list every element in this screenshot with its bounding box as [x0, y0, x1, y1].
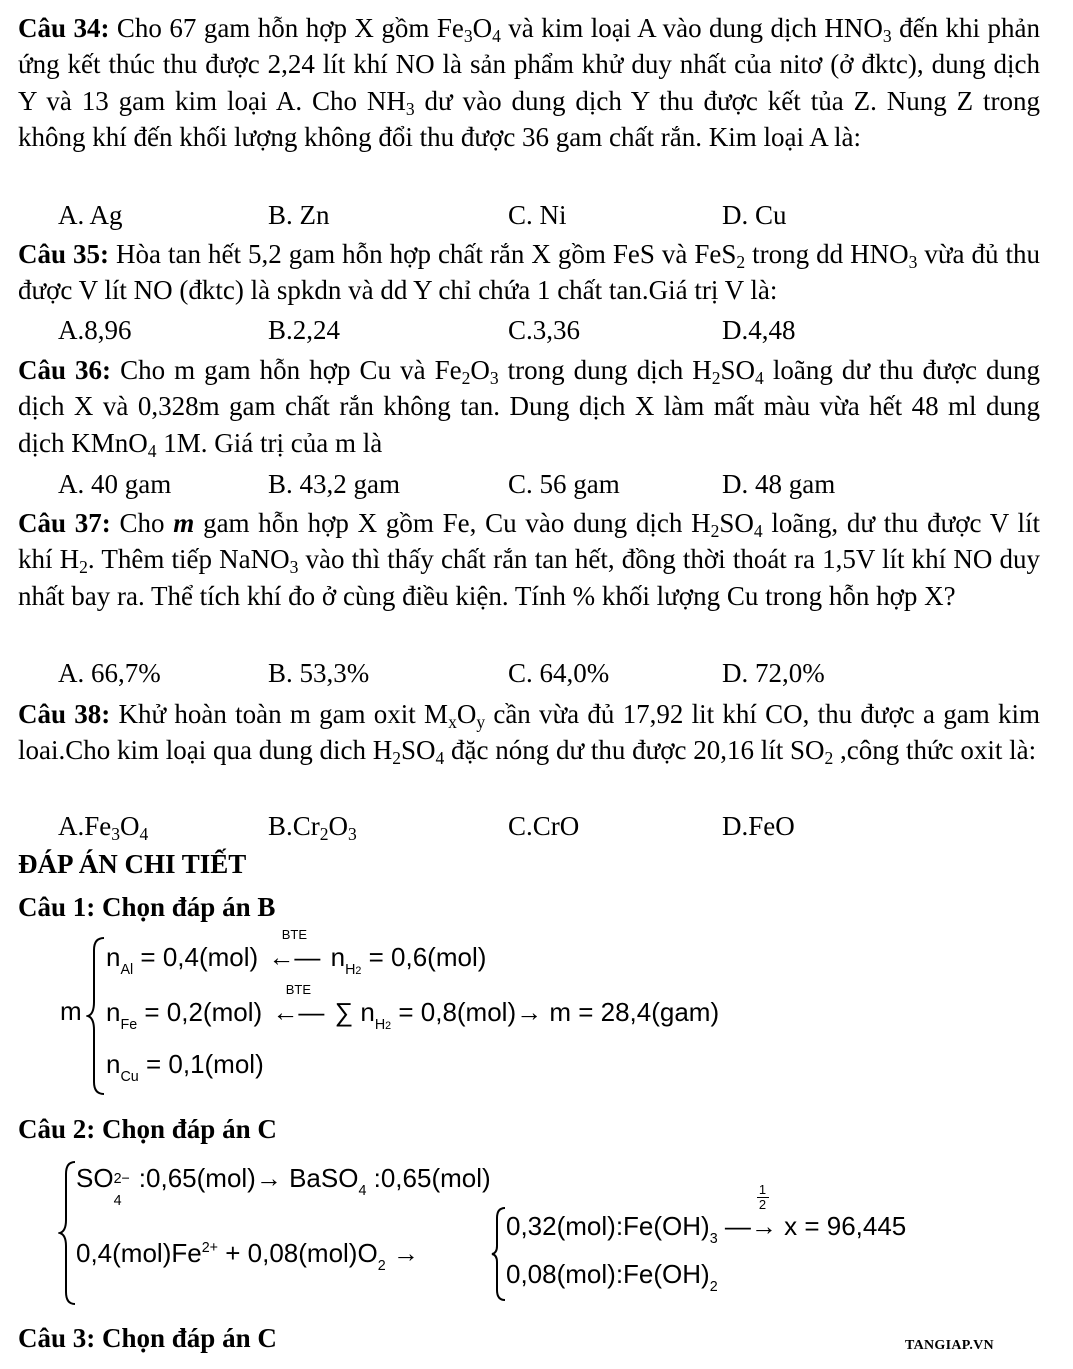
question-text: loãng, dư thu được V lít khí H — [18, 508, 1040, 575]
question-text: SO — [400, 735, 436, 766]
subscript: 2 — [461, 368, 471, 388]
question-text: SO — [719, 508, 754, 538]
options-row-38 — [0, 808, 1073, 844]
subscript: 2 — [710, 521, 720, 541]
question-text: và kim loại A vào dung dịch HNO — [500, 13, 883, 43]
options-row-37 — [0, 655, 1073, 691]
option-d: D.4,48 — [722, 315, 796, 345]
answer-2-inner-row-2: $0,08(mol):Fe(OH)_2$ — [506, 1259, 718, 1295]
question-text: Hòa tan hết 5,2 gam hỗn hợp chất rắn X gồm FeS và FeS — [109, 239, 737, 269]
option-c: C.CrO — [508, 811, 580, 841]
option-a: A. Ag — [58, 200, 123, 230]
subscript: 2 — [711, 368, 721, 388]
subscript: 4 — [755, 368, 764, 388]
subscript: 2 — [824, 748, 834, 769]
subscript: 3 — [289, 557, 299, 578]
option-a: A. 40 gam — [58, 469, 172, 499]
subscript: 3 — [463, 26, 473, 46]
options-row-36 — [0, 466, 1073, 502]
subscript: 3 — [882, 26, 892, 46]
answer-1-m: m — [60, 996, 82, 1026]
option-d: D. Cu — [722, 200, 787, 230]
options-row-34 — [0, 197, 1073, 233]
left-brace — [58, 1160, 78, 1306]
option-c: C. 64,0% — [508, 658, 610, 688]
subscript: x — [448, 712, 457, 732]
subscript: 4 — [753, 521, 763, 541]
question-34 — [18, 10, 1040, 155]
option-b: B. 43,2 gam — [268, 469, 400, 499]
question-text: Cho — [110, 508, 174, 538]
subscript: 4 — [147, 440, 157, 461]
question-text: đến khi phản ứng kết thúc thu được 2,24 lít khí NO là sản phẩm khử duy nhất của nitơ (ở đktc), dung dịch Y và 13 gam kim loại A. Cho NH — [18, 13, 1040, 116]
answer-2-heading: Câu 2: Chọn đáp án C — [18, 1114, 277, 1144]
question-text: Khử hoàn toàn m gam oxit M — [110, 699, 449, 729]
question-text: Cho 67 gam hỗn hợp X gồm Fe — [109, 13, 464, 43]
answer-2-row-1: SO 2− 4 :0,65(mol)→ BaSO$_4$ :0,65(mol) — [76, 1163, 491, 1209]
question-label: Câu 34: — [18, 13, 110, 43]
question-text: gam hỗn hợp X gồm Fe, Cu vào dung dịch H — [194, 508, 711, 538]
question-text: vào thì thấy chất rắn tan hết, đồng thời thoát ra 1,5V lít khí NO duy nhất bay ra. Thể tích khí đo ở cùng điều kiện. Tính % khối lượng Cu trong hỗn hợp X? — [18, 544, 1040, 611]
question-text: cần vừa đủ 17,92 lit khí CO, thu được a gam kim loai.Cho kim loại qua dung dich H — [18, 699, 1040, 766]
question-text: ,công thức oxit là: — [833, 735, 1037, 766]
option-c: C. 56 gam — [508, 469, 620, 499]
question-label: Câu 36: — [18, 355, 112, 385]
question-label: Câu 37: — [18, 508, 111, 538]
question-label: Câu 38: — [18, 699, 111, 729]
answer-1-heading: Câu 1: Chọn đáp án B — [18, 892, 276, 922]
option-b: B.2,24 — [268, 315, 341, 345]
question-text: . Thêm tiếp NaNO — [87, 544, 290, 575]
subscript: y — [476, 712, 486, 732]
answer-3-heading: Câu 3: Chọn đáp án C — [18, 1323, 277, 1353]
answer-2-inner-row-1: $0,32(mol):Fe(OH)_3$ — 1 2 → x = 96,445 — [506, 1182, 907, 1247]
option-a: $A.Fe_3O_4$ — [58, 811, 149, 844]
question-text: trong dd HNO — [745, 239, 909, 269]
subscript: 3 — [489, 368, 499, 388]
option-d: D. 72,0% — [722, 658, 825, 688]
subscript: 2 — [392, 748, 401, 769]
option-b: B. 53,3% — [268, 658, 370, 688]
option-d: D. 48 gam — [722, 469, 836, 499]
question-text: O — [456, 699, 477, 729]
question-text: vừa đủ thu được V lít NO (đktc) là spkdn và dd Y chỉ chứa 1 chất tan.Giá trị V là: — [18, 239, 1040, 306]
subscript: 3 — [405, 98, 415, 119]
question-37 — [18, 505, 1040, 614]
question-text: O — [470, 355, 490, 385]
answers-heading: ĐÁP ÁN CHI TIẾT — [18, 849, 247, 879]
option-b: $B.Cr_2O_3$ — [268, 811, 357, 844]
question-38 — [18, 696, 1040, 769]
option-c: C.3,36 — [508, 315, 581, 345]
question-label: Câu 35: — [18, 239, 110, 269]
option-d: D.FeO — [722, 811, 795, 841]
answer-1-row-3: $n_{Cu} = 0,1(mol)$ — [106, 1049, 264, 1085]
option-c: C. Ni — [508, 200, 567, 230]
option-a: A. 66,7% — [58, 658, 161, 688]
question-text: 1M. Giá trị của m là — [156, 427, 383, 458]
answer-1-row-1: $n_{Al} = 0,4(mol)$ BTE ←— $n_{H2} = 0,6(mol)$ — [106, 927, 487, 978]
answer-1-row-2: $n_{Fe} = 0,2(mol)$ BTE ←— ∑ $n_{H2} = 0,8(mol)\to m = 28,4(gam)$ — [106, 982, 720, 1033]
question-text: loãng dư thu được dung dịch X và 0,328m gam chất rắn không tan. Dung dịch X làm mất màu vừa hết 48 ml dung dịch KMnO — [18, 355, 1040, 458]
subscript: 2 — [736, 252, 746, 272]
answer-2-row-2: $0,4(mol)Fe^{2+} + 0,08(mol)O_2$ → — [76, 1238, 419, 1274]
question-text: trong dung dịch H — [498, 355, 712, 385]
question-35 — [18, 236, 1040, 309]
subscript: 2 — [79, 557, 88, 578]
subscript: 4 — [435, 748, 445, 769]
question-36 — [18, 352, 1040, 461]
options-row-35 — [0, 312, 1073, 348]
left-brace — [86, 936, 108, 1096]
question-text: đặc nóng dư thu được 20,16 lít SO — [444, 735, 825, 766]
question-text: Cho m gam hỗn hợp Cu và Fe — [111, 355, 462, 385]
variable-m: m — [173, 508, 195, 538]
question-text: SO — [720, 355, 756, 385]
subscript: 3 — [908, 252, 918, 272]
option-b: B. Zn — [268, 200, 330, 230]
question-text: O — [472, 13, 493, 43]
watermark: TANGIAP.VN — [905, 1338, 994, 1353]
option-a: A.8,96 — [58, 315, 132, 345]
subscript: 4 — [492, 26, 501, 46]
question-text: dư vào dung dịch Y thu được kết tủa Z. Nung Z trong không khí đến khối lượng không đổi thu được 36 gam chất rắn. Kim loại A là: — [18, 85, 1040, 152]
